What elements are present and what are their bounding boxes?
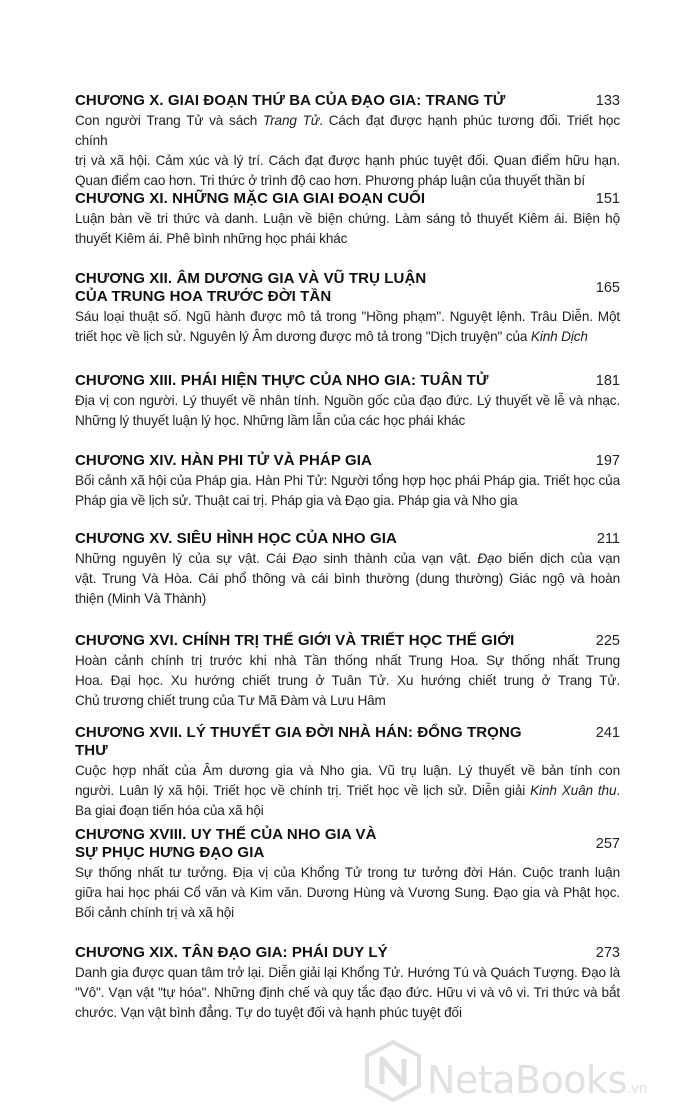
chapter-title-line: CHƯƠNG XII. ÂM DƯƠNG GIA VÀ VŨ TRỤ LUẬN [75, 270, 427, 287]
description-line [75, 471, 620, 491]
text-segment: Danh gia được quan tâm trở lại. Diễn giải lại Khổng Tử. Hướng Tú và Quách Tượng. Đạo là [75, 965, 620, 980]
description-line [75, 391, 620, 411]
italic-title: Kinh Xuân thu [530, 783, 617, 798]
text-segment: Pháp gia về lịch sử. Thuật cai trị. Pháp gia và Đạo gia. Pháp gia và Nho gia [75, 493, 518, 508]
chapter-title-line: SỰ PHỤC HƯNG ĐẠO GIA [75, 844, 265, 861]
chapter-title-line: CHƯƠNG XVIII. UY THẾ CỦA NHO GIA VÀ [75, 826, 377, 843]
chapter-title-line: CHƯƠNG XV. SIÊU HÌNH HỌC CỦA NHO GIA [75, 530, 397, 547]
chapter-title-line: CỦA TRUNG HOA TRƯỚC ĐỜI TẦN [75, 288, 332, 305]
description-line [75, 671, 620, 691]
description-line [75, 589, 620, 609]
text-segment: Những lý thuyết luận lý học. Những lầm lẫn của các học phái khác [75, 413, 466, 428]
italic-title: Trang Tử [263, 113, 320, 128]
text-segment: Quan điểm cao hơn. Tri thức ở trình độ cao hơn. Phương pháp luận của thuyết thần bí [75, 173, 585, 188]
description-line [75, 171, 620, 191]
chapter-title-line: CHƯƠNG XVII. LÝ THUYẾT GIA ĐỜI NHÀ HÁN: ĐỔNG TRỌNG THƯ [75, 724, 522, 759]
chapter-description [75, 307, 620, 347]
chapter-entry[interactable] [75, 724, 620, 821]
description-line [75, 883, 620, 903]
chapter-title [75, 92, 535, 110]
description-line [75, 781, 620, 801]
chapter-entry[interactable] [75, 944, 620, 1023]
text-segment: Chủ trương chiết trung của Tư Mã Đàm và Lưu Hâm [75, 693, 386, 708]
description-line [75, 1003, 620, 1023]
text-segment: Bối cảnh chính trị và xã hội [75, 905, 235, 920]
description-line [75, 691, 620, 711]
chapter-page-number: 133 [595, 93, 620, 109]
text-segment: . [616, 783, 620, 798]
chapter-page-number: 225 [595, 633, 620, 649]
text-segment: thuyết Kiêm ái. Phê bình những học phái khác [75, 231, 348, 246]
chapter-page-number: 257 [595, 836, 620, 852]
text-segment: Hoàn cảnh chính trị trước khi nhà Tần thống nhất Trung Hoa. Sự thống nhất Trung [75, 653, 620, 668]
italic-title: Kinh Dịch [530, 329, 588, 344]
text-segment: Con người Trang Tử và sách [75, 113, 264, 128]
text-segment: Sáu loại thuật số. Ngũ hành được mô tả trong "Hồng phạm". Nguyệt lệnh. Trâu Diễn. Một [75, 309, 620, 324]
text-segment: . Cách đạt được hạnh phúc tương đối. Triết học chính [75, 113, 620, 148]
chapter-description [75, 391, 620, 431]
chapter-entry[interactable] [75, 632, 620, 711]
text-segment: Luận bàn về tri thức và danh. Luận về biện chứng. Làm sáng tỏ thuyết Kiêm ái. Biện hộ [75, 211, 620, 226]
description-line [75, 151, 620, 171]
text-segment: vật. Trung Và Hòa. Cái phổ thông và cái bình thường (dung thường) Giác ngộ và hoàn [75, 571, 620, 586]
chapter-page-number: 241 [595, 725, 620, 741]
chapter-title-line: CHƯƠNG X. GIAI ĐOẠN THỨ BA CỦA ĐẠO GIA: TRANG TỬ [75, 92, 506, 109]
text-segment: "Vô". Vạn vật "tự hóa". Những định chế và quy tắc đạo đức. Hữu vi và vô vi. Tri thức và bắt [75, 985, 620, 1000]
chapter-description [75, 863, 620, 923]
italic-title: Đạo [292, 551, 317, 566]
italic-title: Đạo [477, 551, 502, 566]
chapter-title [75, 190, 535, 208]
chapter-title [75, 372, 535, 390]
text-segment: trị và xã hội. Cảm xúc và lý trí. Cách đạt được hạnh phúc tuyệt đối. Quan điểm hữu hạn. [75, 153, 620, 168]
netabooks-logo-icon [365, 1040, 421, 1102]
chapter-title-line: CHƯƠNG XIII. PHÁI HIỆN THỰC CỦA NHO GIA: TUÂN TỬ [75, 372, 489, 389]
chapter-title [75, 270, 535, 306]
chapter-description [75, 111, 620, 191]
chapter-description [75, 209, 620, 249]
text-segment: Bối cảnh xã hội của Pháp gia. Hàn Phi Tử: Người tổng hợp học phái Pháp gia. Triết học của [75, 473, 620, 488]
description-line [75, 327, 620, 347]
chapter-title-line: CHƯƠNG XI. NHỮNG MẶC GIA GIAI ĐOẠN CUỐI [75, 190, 426, 207]
chapter-title [75, 826, 535, 862]
text-segment: triết học về lịch sử. Nguyên lý Âm dương được mô tả trong "Dịch truyện" của [75, 329, 531, 344]
chapter-page-number: 151 [595, 191, 620, 207]
chapter-entry[interactable] [75, 92, 620, 191]
text-segment: chước. Vạn vật bình đẳng. Tự do tuyệt đối và hạnh phúc tuyệt đối [75, 1005, 462, 1020]
description-line [75, 761, 620, 781]
description-line [75, 963, 620, 983]
chapter-title [75, 944, 535, 962]
chapter-description [75, 651, 620, 711]
description-line [75, 549, 620, 569]
text-segment: Hoa. Đại học. Xu hướng chiết trung ở Tuân Tử. Xu hướng chiết trung ở Trang Tử. [75, 673, 620, 688]
description-line [75, 491, 620, 511]
chapter-title [75, 452, 535, 470]
chapter-entry[interactable] [75, 190, 620, 249]
text-segment: giữa hai học phái Cổ văn và Kim văn. Dương Hùng và Vương Sung. Đạo gia và Phật học. [75, 885, 620, 900]
text-segment: Cuộc hợp nhất của Âm dương gia và Nho gia. Vũ trụ luận. Lý thuyết về bản tính con [75, 763, 620, 778]
chapter-entry[interactable] [75, 826, 620, 923]
text-segment: Những nguyên lý của sự vật. Cái [75, 551, 293, 566]
netabooks-watermark [365, 1040, 700, 1110]
text-segment: thiện (Minh Và Thành) [75, 591, 207, 606]
chapter-entry[interactable] [75, 372, 620, 431]
description-line [75, 209, 620, 229]
chapter-entry[interactable] [75, 530, 620, 609]
description-line [75, 903, 620, 923]
chapter-title-line: CHƯƠNG XIX. TÂN ĐẠO GIA: PHÁI DUY LÝ [75, 944, 388, 961]
chapter-title [75, 724, 535, 760]
chapter-title-line: CHƯƠNG XVI. CHÍNH TRỊ THẾ GIỚI VÀ TRIẾT HỌC THẾ GIỚI [75, 632, 515, 649]
text-segment: sinh thành của vạn vật. [316, 551, 478, 566]
description-line [75, 983, 620, 1003]
chapter-page-number: 181 [595, 373, 620, 389]
text-segment: người. Luân lý xã hội. Triết học về chính trị. Triết học về lịch sử. Diễn giải [75, 783, 531, 798]
text-segment: Ba giai đoạn tiến hóa của xã hội [75, 803, 264, 818]
chapter-description [75, 963, 620, 1023]
chapter-description [75, 761, 620, 821]
text-segment: biến dịch của vạn [501, 551, 620, 566]
description-line [75, 111, 620, 151]
description-line [75, 411, 620, 431]
description-line [75, 863, 620, 883]
description-line [75, 229, 620, 249]
chapter-description [75, 549, 620, 609]
chapter-title-line: CHƯƠNG XIV. HÀN PHI TỬ VÀ PHÁP GIA [75, 452, 372, 469]
chapter-description [75, 471, 620, 511]
description-line [75, 651, 620, 671]
description-line [75, 569, 620, 589]
chapter-page-number: 273 [595, 945, 620, 961]
text-segment: Địa vị con người. Lý thuyết về nhân tính. Nguồn gốc của đạo đức. Lý thuyết về lễ và nhạc. [75, 393, 620, 408]
chapter-title [75, 632, 535, 650]
chapter-title [75, 530, 535, 548]
description-line [75, 801, 620, 821]
chapter-entry[interactable] [75, 270, 620, 347]
description-line [75, 307, 620, 327]
chapter-page-number: 211 [596, 531, 620, 547]
watermark-text: NetaBooks.vn [427, 1058, 647, 1102]
chapter-entry[interactable] [75, 452, 620, 511]
text-segment: Sự thống nhất tư tưởng. Địa vị của Khổng Tử trong tư tưởng đời Hán. Cuộc tranh luận [75, 865, 620, 880]
chapter-page-number: 197 [595, 453, 620, 469]
chapter-page-number: 165 [595, 280, 620, 296]
